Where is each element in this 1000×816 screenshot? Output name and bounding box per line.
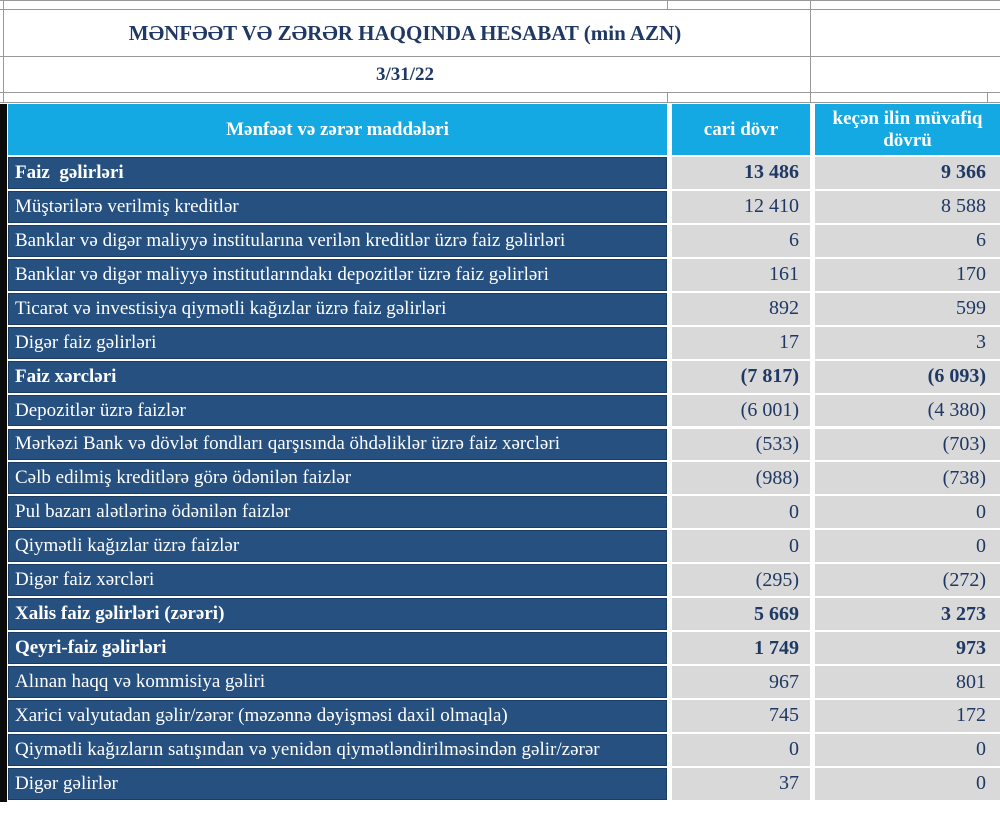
table-row <box>8 327 1000 359</box>
table-row <box>8 225 1000 257</box>
previous-period-value-cell[interactable]: 170 <box>815 259 1000 291</box>
report-title: MƏNFƏƏT VƏ ZƏRƏR HAQQINDA HESABAT (min AZN) <box>128 20 682 45</box>
row-label-cell[interactable]: Pul bazarı alətlərinə ödənilən faizlər <box>8 496 667 528</box>
previous-period-value-cell[interactable]: 973 <box>815 632 1000 664</box>
table-row <box>8 395 1000 427</box>
row-label-cell[interactable]: Banklar və digər maliyyə institularına verilən kreditlər üzrə faiz gəlirləri <box>8 225 667 257</box>
current-period-value-cell[interactable]: 0 <box>672 496 810 528</box>
current-period-value-cell[interactable]: (7 817) <box>672 361 810 393</box>
previous-period-value-cell[interactable]: 599 <box>815 293 1000 325</box>
row-label-cell[interactable]: Digər faiz gəlirləri <box>8 327 667 359</box>
table-body <box>8 157 1000 800</box>
gridline <box>0 92 1000 93</box>
current-period-value-cell[interactable]: 6 <box>672 225 810 257</box>
current-period-value-cell[interactable]: 12 410 <box>672 191 810 223</box>
previous-period-value-cell[interactable]: 8 588 <box>815 191 1000 223</box>
current-period-value-cell[interactable]: 13 486 <box>672 157 810 189</box>
previous-period-value-cell[interactable]: 3 273 <box>815 598 1000 630</box>
column-header-items[interactable]: Mənfəət və zərər maddələri <box>8 104 667 155</box>
current-period-value-cell[interactable]: 0 <box>672 734 810 766</box>
current-period-value-cell[interactable]: 161 <box>672 259 810 291</box>
current-period-value-cell[interactable]: 5 669 <box>672 598 810 630</box>
row-label-cell[interactable]: Faiz gəlirləri <box>8 157 667 189</box>
current-period-value-cell[interactable]: 1 749 <box>672 632 810 664</box>
row-label-cell[interactable]: Xarici valyutadan gəlir/zərər (məzənnə dəyişməsi daxil olmaqla) <box>8 700 667 732</box>
previous-period-value-cell[interactable]: (6 093) <box>815 361 1000 393</box>
gridline <box>667 92 668 102</box>
table-row <box>8 564 1000 596</box>
table-row <box>8 191 1000 223</box>
previous-period-value-cell[interactable]: 172 <box>815 700 1000 732</box>
table-row <box>8 700 1000 732</box>
previous-period-value-cell[interactable]: 0 <box>815 768 1000 800</box>
previous-period-value-cell[interactable]: 9 366 <box>815 157 1000 189</box>
row-label-cell[interactable]: Digər faiz xərcləri <box>8 564 667 596</box>
row-label-cell[interactable]: Mərkəzi Bank və dövlət fondları qarşısında öhdəliklər üzrə faiz xərcləri <box>8 429 667 461</box>
current-period-value-cell[interactable]: 37 <box>672 768 810 800</box>
current-period-value-cell[interactable]: 745 <box>672 700 810 732</box>
row-label-cell[interactable]: Qiymətli kağızların satışından və yenidən qiymətləndirilməsindən gəlir/zərər <box>8 734 667 766</box>
previous-period-value-cell[interactable]: 801 <box>815 666 1000 698</box>
table-row <box>8 462 1000 494</box>
table-row <box>8 496 1000 528</box>
column-header-current-period[interactable]: cari dövr <box>672 104 810 155</box>
table-row <box>8 666 1000 698</box>
previous-period-value-cell[interactable]: (272) <box>815 564 1000 596</box>
previous-period-value-cell[interactable]: (738) <box>815 462 1000 494</box>
table-row <box>8 361 1000 393</box>
previous-period-value-cell[interactable]: (4 380) <box>815 395 1000 427</box>
previous-period-value-cell[interactable]: 0 <box>815 734 1000 766</box>
row-label-cell[interactable]: Qiymətli kağızlar üzrə faizlər <box>8 530 667 562</box>
gridline <box>0 0 1000 1</box>
current-period-value-cell[interactable]: (295) <box>672 564 810 596</box>
previous-period-value-cell[interactable]: 0 <box>815 530 1000 562</box>
row-label-cell[interactable]: Digər gəlirlər <box>8 768 667 800</box>
row-label-cell[interactable]: Xalis faiz gəlirləri (zərəri) <box>8 598 667 630</box>
row-label-cell[interactable]: Banklar və digər maliyyə institutlarındakı depozitlər üzrə faiz gəlirləri <box>8 259 667 291</box>
row-label-cell[interactable]: Ticarət və investisiya qiymətli kağızlar üzrə faiz gəlirləri <box>8 293 667 325</box>
table-row <box>8 259 1000 291</box>
current-period-value-cell[interactable]: (988) <box>672 462 810 494</box>
gridline <box>667 0 668 9</box>
previous-period-value-cell[interactable]: (703) <box>815 429 1000 461</box>
current-period-value-cell[interactable]: 17 <box>672 327 810 359</box>
current-period-value-cell[interactable]: 967 <box>672 666 810 698</box>
row-label-cell[interactable]: Qeyri-faiz gəlirləri <box>8 632 667 664</box>
row-label-cell[interactable]: Cəlb edilmiş kreditlərə görə ödənilən faizlər <box>8 462 667 494</box>
column-header-previous-period[interactable]: keçən ilin müvafiq dövrü <box>815 104 1000 155</box>
row-label-cell[interactable]: Faiz xərcləri <box>8 361 667 393</box>
table-row <box>8 293 1000 325</box>
table-row <box>8 530 1000 562</box>
table-row <box>8 157 1000 189</box>
gridline <box>0 102 1000 103</box>
previous-period-value-cell[interactable]: 6 <box>815 225 1000 257</box>
previous-period-value-cell[interactable]: 0 <box>815 496 1000 528</box>
row-label-cell[interactable]: Alınan haqq və kommisiya gəliri <box>8 666 667 698</box>
report-date[interactable]: 3/31/22 <box>375 63 435 85</box>
current-period-value-cell[interactable]: 0 <box>672 530 810 562</box>
current-period-value-cell[interactable]: 892 <box>672 293 810 325</box>
previous-period-value-cell[interactable]: 3 <box>815 327 1000 359</box>
table-row <box>8 734 1000 766</box>
table-left-border <box>0 104 7 802</box>
table-row <box>8 598 1000 630</box>
row-label-cell[interactable]: Depozitlər üzrə faizlər <box>8 395 667 427</box>
row-label-cell[interactable]: Müştərilərə verilmiş kreditlər <box>8 191 667 223</box>
current-period-value-cell[interactable]: (533) <box>672 429 810 461</box>
current-period-value-cell[interactable]: (6 001) <box>672 395 810 427</box>
gridline <box>810 0 811 102</box>
gridline <box>987 92 988 102</box>
table-row <box>8 429 1000 461</box>
table-row <box>8 768 1000 800</box>
table-row <box>8 632 1000 664</box>
